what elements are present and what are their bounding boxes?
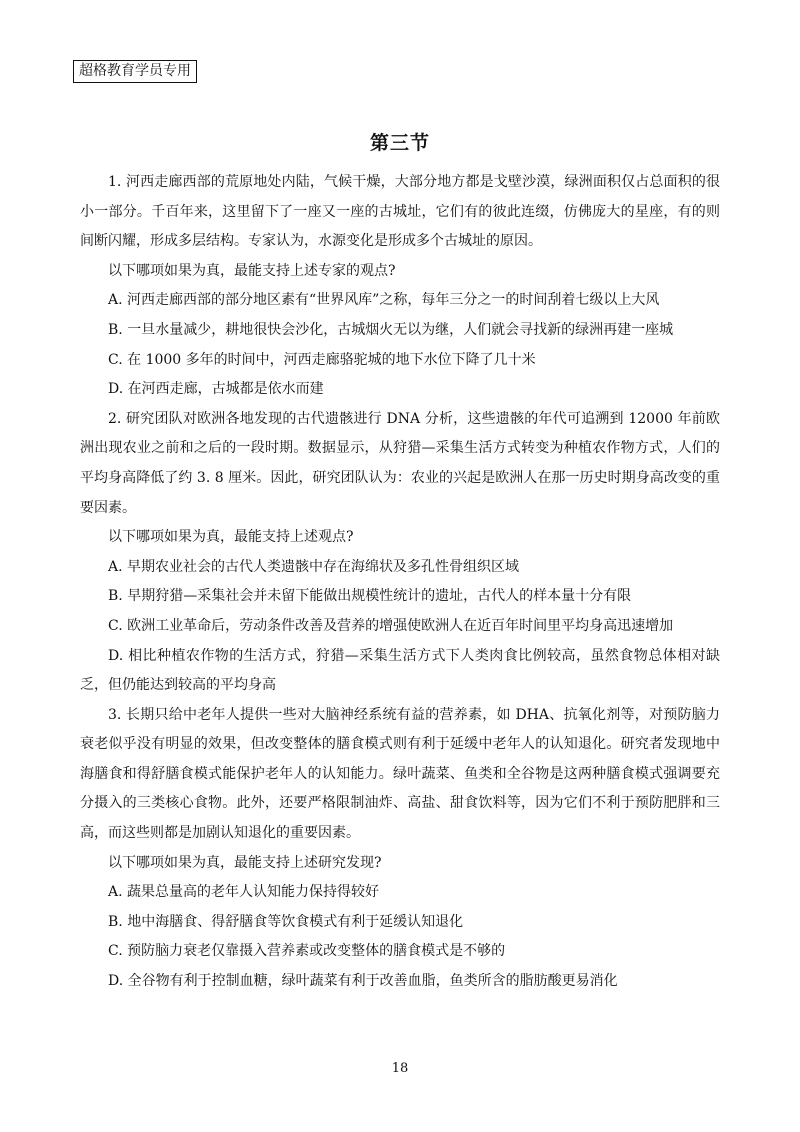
question-2-option-d: D. 相比种植农作物的生活方式，狩猎—采集生活方式下人类肉食比例较高，虽然食物总体相对缺乏，但仍能达到较高的平均身高	[80, 647, 720, 694]
page-number: 18	[391, 1061, 409, 1076]
question-1-option-d: D. 在河西走廊，古城都是依水而建	[108, 381, 324, 398]
question-1-option-b: B. 一旦水量减少，耕地很快会沙化，古城烟火无以为继，人们就会寻找新的绿洲再建一座城	[108, 321, 674, 338]
question-1-prompt: 以下哪项如果为真，最能支持上述专家的观点?	[108, 262, 396, 279]
question-3-option-c: C. 预防脑力衰老仅靠摄入营养素或改变整体的膳食模式是不够的	[108, 943, 506, 960]
question-list	[80, 168, 720, 997]
section-title: 第三节	[369, 132, 430, 154]
question-1-stem: 1. 河西走廊西部的荒原地处内陆，气候干燥，大部分地方都是戈壁沙漠，绿洲面积仅占总面积的很小一部分。千百年来，这里留下了一座又一座的古城址，它们有的彼此连缀，仿佛庞大的星座，有的则间断闪耀，形成多层结构。专家认为，水源变化是形成多个古城址的原因。	[80, 174, 720, 250]
question-1-option-a: A. 河西走廊西部的部分地区素有“世界风库”之称，每年三分之一的时间刮着七级以上大风	[108, 292, 660, 309]
question-1-option-c: C. 在 1000 多年的时间中，河西走廊骆驼城的地下水位下降了几十米	[108, 351, 536, 368]
question-2-prompt: 以下哪项如果为真，最能支持上述观点?	[108, 529, 354, 546]
question-3-option-a: A. 蔬果总量高的老年人认知能力保持得较好	[108, 884, 380, 901]
question-2-option-b: B. 早期狩猎—采集社会并未留下能做出规模性统计的遗址，古代人的样本量十分有限	[108, 588, 632, 605]
question-3-option-b: B. 地中海膳食、得舒膳食等饮食模式有利于延缓认知退化	[108, 913, 464, 930]
question-2-option-c: C. 欧洲工业革命后，劳动条件改善及营养的增强使欧洲人在近百年时间里平均身高迅速增加	[108, 617, 674, 634]
question-2-stem: 2. 研究团队对欧洲各地发现的古代遗骸进行 DNA 分析，这些遗骸的年代可追溯到 12000 年前欧洲出现农业之前和之后的一段时期。数据显示，从狩猎—采集生活方式转变为种植农作物方式，人们的平均身高降低了约 3. 8 厘米。因此，研究团队认为：农业的兴起是欧洲人在那一历史时期身高改变的重要因素。	[80, 410, 720, 516]
question-3-prompt: 以下哪项如果为真，最能支持上述研究发现?	[108, 854, 382, 871]
watermark-stamp: 超格教育学员专用	[73, 60, 197, 83]
question-3-stem: 3. 长期只给中老年人提供一些对大脑神经系统有益的营养素，如 DHA、抗氧化剂等，对预防脑力衰老似乎没有明显的效果，但改变整体的膳食模式则有利于延缓中老年人的认知退化。研究者发现地中海膳食和得舒膳食模式能保护老年人的认知能力。绿叶蔬菜、鱼类和全谷物是这两种膳食模式强调要充分摄入的三类核心食物。此外，还要严格限制油炸、高盐、甜食饮料等，因为它们不利于预防肥胖和三高，而这些则都是加剧认知退化的重要因素。	[80, 706, 720, 842]
question-3-option-d: D. 全谷物有利于控制血糖，绿叶蔬菜有利于改善血脂，鱼类所含的脂肪酸更易消化	[108, 973, 618, 990]
question-2-option-a: A. 早期农业社会的古代人类遗骸中存在海绵状及多孔性骨组织区域	[108, 558, 520, 575]
